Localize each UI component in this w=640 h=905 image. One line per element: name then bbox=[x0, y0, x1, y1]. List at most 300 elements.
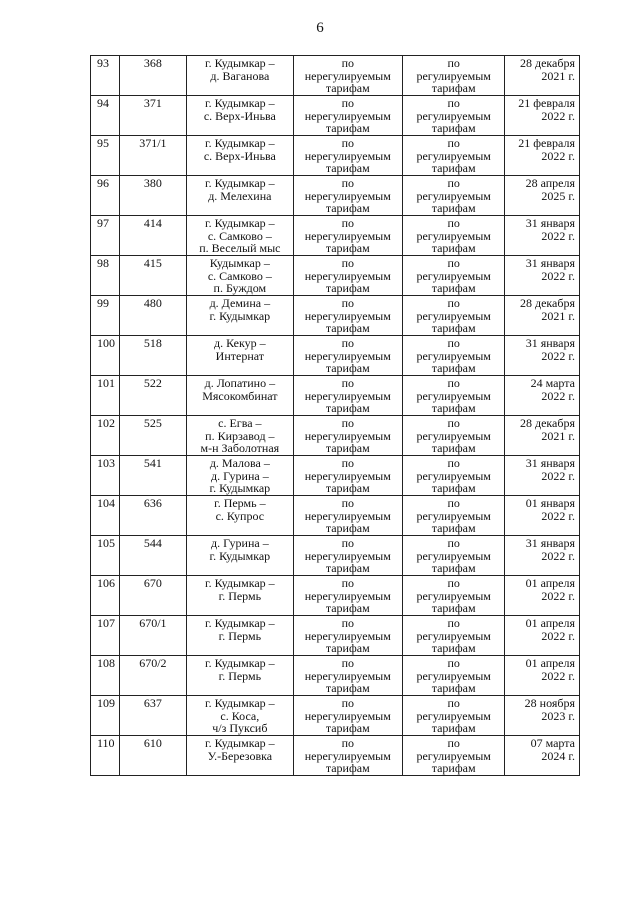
cell-line: 2022 г. bbox=[541, 228, 575, 243]
row-number-cell: 106 bbox=[91, 576, 120, 616]
cell-line: регулируемым bbox=[416, 148, 491, 163]
cell-line: с. Самково – bbox=[207, 228, 272, 243]
cell-line: по bbox=[341, 656, 354, 670]
tariff-type-cell bbox=[293, 576, 402, 616]
cell-line: тарифам bbox=[431, 761, 476, 775]
cell-line: 31 января bbox=[525, 456, 575, 470]
cell-line: по bbox=[341, 416, 354, 430]
cell-line: тарифам bbox=[431, 601, 476, 615]
cell-line: тарифам bbox=[325, 241, 370, 255]
tariff-kind-cell bbox=[403, 576, 505, 616]
cell-line: п. Буждом bbox=[213, 281, 267, 295]
tariff-type-cell bbox=[293, 336, 402, 376]
cell-line: по bbox=[447, 256, 460, 270]
cell-line: по bbox=[341, 616, 354, 630]
tariff-kind-cell bbox=[403, 656, 505, 696]
table-row bbox=[91, 696, 580, 736]
cell-line: 2022 г. bbox=[541, 108, 575, 123]
route-number-cell: 525 bbox=[119, 416, 187, 456]
start-date-cell bbox=[505, 336, 580, 376]
cell-line: 2023 г. bbox=[541, 708, 575, 723]
start-date-cell bbox=[505, 576, 580, 616]
row-number-cell: 103 bbox=[91, 456, 120, 496]
tariff-kind-cell bbox=[403, 536, 505, 576]
cell-line: 2025 г. bbox=[541, 188, 575, 203]
cell-line: 01 апреля bbox=[525, 656, 575, 670]
cell-line: по bbox=[447, 136, 460, 150]
cell-line: тарифам bbox=[325, 521, 370, 535]
row-number-cell: 104 bbox=[91, 496, 120, 536]
route-path-cell bbox=[187, 376, 293, 416]
start-date-cell bbox=[505, 256, 580, 296]
cell-line: 01 апреля bbox=[525, 576, 575, 590]
table-row bbox=[91, 496, 580, 536]
route-path-cell bbox=[187, 336, 293, 376]
cell-line: регулируемым bbox=[416, 508, 491, 523]
cell-line: тарифам bbox=[325, 681, 370, 695]
cell-line: 28 ноября bbox=[524, 696, 575, 710]
cell-line: нерегулируемым bbox=[304, 508, 391, 523]
cell-line: регулируемым bbox=[416, 548, 491, 563]
cell-line: 31 января bbox=[525, 336, 575, 350]
cell-line: г. Пермь bbox=[218, 628, 262, 643]
cell-line: 2022 г. bbox=[541, 348, 575, 363]
cell-line: г. Кудымкар – bbox=[205, 616, 275, 630]
row-number-cell: 95 bbox=[91, 136, 120, 176]
row-number-cell: 107 bbox=[91, 616, 120, 656]
cell-line: п. Кирзавод – bbox=[205, 428, 275, 443]
cell-line: по bbox=[341, 176, 354, 190]
row-number-cell: 109 bbox=[91, 696, 120, 736]
route-number-cell: 541 bbox=[119, 456, 187, 496]
route-path-cell bbox=[187, 576, 293, 616]
row-number-cell: 102 bbox=[91, 416, 120, 456]
cell-line: по bbox=[447, 576, 460, 590]
tariff-type-cell bbox=[293, 96, 402, 136]
cell-line: регулируемым bbox=[416, 188, 491, 203]
table-row bbox=[91, 96, 580, 136]
cell-line: У.-Березовка bbox=[207, 748, 273, 763]
row-number-cell: 100 bbox=[91, 336, 120, 376]
cell-line: нерегулируемым bbox=[304, 68, 391, 83]
route-path-cell bbox=[187, 736, 293, 776]
cell-line: с. Верх-Иньва bbox=[203, 148, 276, 163]
cell-line: тарифам bbox=[431, 721, 476, 735]
cell-line: 2022 г. bbox=[541, 668, 575, 683]
tariff-kind-cell bbox=[403, 296, 505, 336]
cell-line: по bbox=[341, 496, 354, 510]
cell-line: 2024 г. bbox=[541, 748, 575, 763]
route-path-cell bbox=[187, 536, 293, 576]
cell-line: г. Пермь bbox=[218, 588, 262, 603]
cell-line: по bbox=[447, 336, 460, 350]
row-number-cell: 101 bbox=[91, 376, 120, 416]
cell-line: тарифам bbox=[325, 441, 370, 455]
route-number-cell: 670 bbox=[119, 576, 187, 616]
tariff-type-cell bbox=[293, 536, 402, 576]
cell-line: по bbox=[447, 416, 460, 430]
row-number-cell: 108 bbox=[91, 656, 120, 696]
cell-line: 2022 г. bbox=[541, 548, 575, 563]
cell-line: по bbox=[447, 96, 460, 110]
cell-line: нерегулируемым bbox=[304, 108, 391, 123]
routes-table bbox=[90, 55, 580, 776]
route-path-cell bbox=[187, 616, 293, 656]
cell-line: тарифам bbox=[431, 681, 476, 695]
start-date-cell bbox=[505, 296, 580, 336]
row-number-cell: 110 bbox=[91, 736, 120, 776]
cell-line: по bbox=[341, 296, 354, 310]
cell-line: д. Гурина – bbox=[210, 536, 269, 550]
cell-line: регулируемым bbox=[416, 428, 491, 443]
route-number-cell: 380 bbox=[119, 176, 187, 216]
cell-line: д. Демина – bbox=[209, 296, 271, 310]
cell-line: по bbox=[447, 56, 460, 70]
start-date-cell bbox=[505, 536, 580, 576]
cell-line: тарифам bbox=[325, 281, 370, 295]
table-row bbox=[91, 576, 580, 616]
cell-line: г. Кудымкар – bbox=[205, 96, 275, 110]
cell-line: по bbox=[447, 216, 460, 230]
cell-line: нерегулируемым bbox=[304, 268, 391, 283]
cell-line: нерегулируемым bbox=[304, 428, 391, 443]
tariff-type-cell bbox=[293, 176, 402, 216]
cell-line: по bbox=[447, 536, 460, 550]
cell-line: 2022 г. bbox=[541, 268, 575, 283]
cell-line: регулируемым bbox=[416, 668, 491, 683]
cell-line: 28 декабря bbox=[519, 56, 575, 70]
cell-line: г. Кудымкар – bbox=[205, 56, 275, 70]
cell-line: нерегулируемым bbox=[304, 348, 391, 363]
route-path-cell bbox=[187, 296, 293, 336]
start-date-cell bbox=[505, 176, 580, 216]
row-number-cell: 93 bbox=[91, 56, 120, 96]
route-number-cell: 414 bbox=[119, 216, 187, 256]
cell-line: 2022 г. bbox=[541, 588, 575, 603]
tariff-kind-cell bbox=[403, 736, 505, 776]
cell-line: д. Гурина – bbox=[210, 468, 269, 483]
cell-line: д. Малова – bbox=[209, 456, 270, 470]
cell-line: нерегулируемым bbox=[304, 468, 391, 483]
row-number-cell: 98 bbox=[91, 256, 120, 296]
route-number-cell: 636 bbox=[119, 496, 187, 536]
cell-line: тарифам bbox=[431, 521, 476, 535]
route-number-cell: 544 bbox=[119, 536, 187, 576]
cell-line: тарифам bbox=[325, 361, 370, 375]
cell-line: с. Верх-Иньва bbox=[203, 108, 276, 123]
route-path-cell bbox=[187, 136, 293, 176]
cell-line: г. Пермь bbox=[218, 668, 262, 683]
cell-line: г. Кудымкар – bbox=[205, 136, 275, 150]
cell-line: тарифам bbox=[431, 201, 476, 215]
cell-line: регулируемым bbox=[416, 228, 491, 243]
tariff-type-cell bbox=[293, 656, 402, 696]
row-number-cell: 96 bbox=[91, 176, 120, 216]
cell-line: с. Коса, bbox=[220, 708, 260, 723]
table-row bbox=[91, 336, 580, 376]
route-path-cell bbox=[187, 56, 293, 96]
cell-line: Мясокомбинат bbox=[202, 388, 278, 403]
tariff-type-cell bbox=[293, 296, 402, 336]
cell-line: тарифам bbox=[325, 121, 370, 135]
route-number-cell: 610 bbox=[119, 736, 187, 776]
cell-line: д. Ваганова bbox=[210, 68, 270, 83]
start-date-cell bbox=[505, 616, 580, 656]
row-number-cell: 97 bbox=[91, 216, 120, 256]
cell-line: 2022 г. bbox=[541, 628, 575, 643]
cell-line: по bbox=[341, 456, 354, 470]
cell-line: регулируемым bbox=[416, 68, 491, 83]
route-number-cell: 670/1 bbox=[119, 616, 187, 656]
cell-line: тарифам bbox=[325, 601, 370, 615]
tariff-kind-cell bbox=[403, 176, 505, 216]
cell-line: 2022 г. bbox=[541, 388, 575, 403]
cell-line: регулируемым bbox=[416, 308, 491, 323]
row-number-cell: 94 bbox=[91, 96, 120, 136]
route-number-cell: 637 bbox=[119, 696, 187, 736]
cell-line: с. Самково – bbox=[207, 268, 272, 283]
route-path-cell bbox=[187, 176, 293, 216]
cell-line: нерегулируемым bbox=[304, 668, 391, 683]
cell-line: 07 марта bbox=[530, 736, 575, 750]
start-date-cell bbox=[505, 416, 580, 456]
tariff-type-cell bbox=[293, 496, 402, 536]
route-number-cell: 518 bbox=[119, 336, 187, 376]
cell-line: тарифам bbox=[431, 281, 476, 295]
tariff-kind-cell bbox=[403, 616, 505, 656]
cell-line: с. Егва – bbox=[218, 416, 262, 430]
cell-line: по bbox=[447, 616, 460, 630]
cell-line: 01 апреля bbox=[525, 616, 575, 630]
cell-line: нерегулируемым bbox=[304, 388, 391, 403]
cell-line: тарифам bbox=[431, 561, 476, 575]
tariff-type-cell bbox=[293, 736, 402, 776]
row-number-cell: 105 bbox=[91, 536, 120, 576]
table-row bbox=[91, 296, 580, 336]
start-date-cell bbox=[505, 696, 580, 736]
cell-line: тарифам bbox=[431, 481, 476, 495]
cell-line: 28 апреля bbox=[525, 176, 575, 190]
cell-line: по bbox=[341, 696, 354, 710]
tariff-kind-cell bbox=[403, 336, 505, 376]
tariff-type-cell bbox=[293, 416, 402, 456]
start-date-cell bbox=[505, 376, 580, 416]
tariff-kind-cell bbox=[403, 376, 505, 416]
cell-line: с. Купрос bbox=[215, 508, 265, 523]
cell-line: по bbox=[341, 376, 354, 390]
cell-line: по bbox=[447, 736, 460, 750]
cell-line: регулируемым bbox=[416, 588, 491, 603]
cell-line: по bbox=[447, 456, 460, 470]
start-date-cell bbox=[505, 456, 580, 496]
route-number-cell: 522 bbox=[119, 376, 187, 416]
cell-line: 31 января bbox=[525, 536, 575, 550]
cell-line: по bbox=[447, 496, 460, 510]
cell-line: Кудымкар – bbox=[209, 256, 270, 270]
route-number-cell: 670/2 bbox=[119, 656, 187, 696]
cell-line: г. Кудымкар – bbox=[205, 216, 275, 230]
cell-line: тарифам bbox=[431, 321, 476, 335]
table-row bbox=[91, 456, 580, 496]
route-number-cell: 480 bbox=[119, 296, 187, 336]
tariff-kind-cell bbox=[403, 96, 505, 136]
start-date-cell bbox=[505, 96, 580, 136]
route-number-cell: 371/1 bbox=[119, 136, 187, 176]
tariff-kind-cell bbox=[403, 696, 505, 736]
cell-line: тарифам bbox=[431, 241, 476, 255]
cell-line: по bbox=[341, 336, 354, 350]
start-date-cell bbox=[505, 656, 580, 696]
cell-line: д. Кекур – bbox=[214, 336, 266, 350]
cell-line: тарифам bbox=[325, 401, 370, 415]
cell-line: регулируемым bbox=[416, 388, 491, 403]
tariff-kind-cell bbox=[403, 56, 505, 96]
route-path-cell bbox=[187, 416, 293, 456]
cell-line: тарифам bbox=[431, 81, 476, 95]
table-row bbox=[91, 56, 580, 96]
cell-line: м-н Заболотная bbox=[200, 441, 280, 455]
cell-line: по bbox=[341, 96, 354, 110]
cell-line: по bbox=[447, 696, 460, 710]
route-path-cell bbox=[187, 496, 293, 536]
tariff-kind-cell bbox=[403, 416, 505, 456]
tariff-type-cell bbox=[293, 216, 402, 256]
cell-line: регулируемым bbox=[416, 108, 491, 123]
routes-table-body bbox=[91, 56, 580, 776]
table-row bbox=[91, 176, 580, 216]
cell-line: г. Кудымкар bbox=[209, 308, 271, 323]
cell-line: тарифам bbox=[325, 161, 370, 175]
page-number: 6 bbox=[316, 20, 324, 36]
cell-line: регулируемым bbox=[416, 748, 491, 763]
cell-line: г. Пермь – bbox=[214, 496, 266, 510]
cell-line: 2021 г. bbox=[541, 308, 575, 323]
tariff-kind-cell bbox=[403, 216, 505, 256]
start-date-cell bbox=[505, 136, 580, 176]
cell-line: тарифам bbox=[431, 441, 476, 455]
cell-line: 2022 г. bbox=[541, 468, 575, 483]
cell-line: п. Веселый мыс bbox=[199, 241, 281, 255]
cell-line: по bbox=[341, 256, 354, 270]
start-date-cell bbox=[505, 56, 580, 96]
start-date-cell bbox=[505, 496, 580, 536]
tariff-kind-cell bbox=[403, 256, 505, 296]
table-row bbox=[91, 136, 580, 176]
cell-line: нерегулируемым bbox=[304, 188, 391, 203]
tariff-type-cell bbox=[293, 256, 402, 296]
cell-line: Интернат bbox=[215, 348, 265, 363]
route-path-cell bbox=[187, 256, 293, 296]
cell-line: тарифам bbox=[325, 761, 370, 775]
cell-line: г. Кудымкар – bbox=[205, 576, 275, 590]
cell-line: нерегулируемым bbox=[304, 748, 391, 763]
cell-line: по bbox=[447, 176, 460, 190]
cell-line: по bbox=[447, 376, 460, 390]
table-row bbox=[91, 656, 580, 696]
route-path-cell bbox=[187, 696, 293, 736]
route-number-cell: 371 bbox=[119, 96, 187, 136]
cell-line: тарифам bbox=[325, 81, 370, 95]
cell-line: 21 февраля bbox=[518, 136, 575, 150]
cell-line: 2021 г. bbox=[541, 428, 575, 443]
cell-line: тарифам bbox=[325, 481, 370, 495]
cell-line: по bbox=[341, 136, 354, 150]
tariff-kind-cell bbox=[403, 136, 505, 176]
cell-line: 24 марта bbox=[530, 376, 575, 390]
tariff-type-cell bbox=[293, 56, 402, 96]
cell-line: д. Мелехина bbox=[208, 188, 272, 203]
cell-line: д. Лопатино – bbox=[204, 376, 276, 390]
route-number-cell: 368 bbox=[119, 56, 187, 96]
cell-line: по bbox=[341, 536, 354, 550]
tariff-type-cell bbox=[293, 136, 402, 176]
cell-line: тарифам bbox=[431, 361, 476, 375]
cell-line: тарифам bbox=[431, 401, 476, 415]
cell-line: регулируемым bbox=[416, 708, 491, 723]
table-row bbox=[91, 256, 580, 296]
cell-line: по bbox=[341, 576, 354, 590]
table-row bbox=[91, 416, 580, 456]
route-path-cell bbox=[187, 216, 293, 256]
cell-line: тарифам bbox=[431, 641, 476, 655]
cell-line: тарифам bbox=[325, 201, 370, 215]
cell-line: 31 января bbox=[525, 216, 575, 230]
start-date-cell bbox=[505, 216, 580, 256]
route-path-cell bbox=[187, 456, 293, 496]
cell-line: регулируемым bbox=[416, 348, 491, 363]
cell-line: 2022 г. bbox=[541, 508, 575, 523]
route-path-cell bbox=[187, 96, 293, 136]
tariff-kind-cell bbox=[403, 456, 505, 496]
cell-line: по bbox=[447, 656, 460, 670]
cell-line: тарифам bbox=[431, 121, 476, 135]
table-row bbox=[91, 616, 580, 656]
cell-line: регулируемым bbox=[416, 468, 491, 483]
cell-line: г. Кудымкар – bbox=[205, 736, 275, 750]
table-row bbox=[91, 216, 580, 256]
cell-line: по bbox=[341, 216, 354, 230]
cell-line: 2022 г. bbox=[541, 148, 575, 163]
row-number-cell: 99 bbox=[91, 296, 120, 336]
cell-line: по bbox=[447, 296, 460, 310]
tariff-kind-cell bbox=[403, 496, 505, 536]
cell-line: тарифам bbox=[431, 161, 476, 175]
cell-line: ч/з Пуксиб bbox=[212, 721, 268, 735]
start-date-cell bbox=[505, 736, 580, 776]
cell-line: нерегулируемым bbox=[304, 228, 391, 243]
cell-line: нерегулируемым bbox=[304, 588, 391, 603]
cell-line: 21 февраля bbox=[518, 96, 575, 110]
cell-line: по bbox=[341, 736, 354, 750]
cell-line: регулируемым bbox=[416, 268, 491, 283]
cell-line: г. Кудымкар bbox=[209, 481, 271, 495]
table-row bbox=[91, 536, 580, 576]
cell-line: г. Кудымкар – bbox=[205, 176, 275, 190]
cell-line: тарифам bbox=[325, 721, 370, 735]
cell-line: тарифам bbox=[325, 561, 370, 575]
tariff-type-cell bbox=[293, 696, 402, 736]
cell-line: тарифам bbox=[325, 321, 370, 335]
cell-line: 31 января bbox=[525, 256, 575, 270]
tariff-type-cell bbox=[293, 616, 402, 656]
cell-line: 2021 г. bbox=[541, 68, 575, 83]
tariff-type-cell bbox=[293, 456, 402, 496]
cell-line: г. Кудымкар bbox=[209, 548, 271, 563]
cell-line: нерегулируемым bbox=[304, 548, 391, 563]
cell-line: нерегулируемым bbox=[304, 708, 391, 723]
cell-line: нерегулируемым bbox=[304, 628, 391, 643]
cell-line: г. Кудымкар – bbox=[205, 696, 275, 710]
